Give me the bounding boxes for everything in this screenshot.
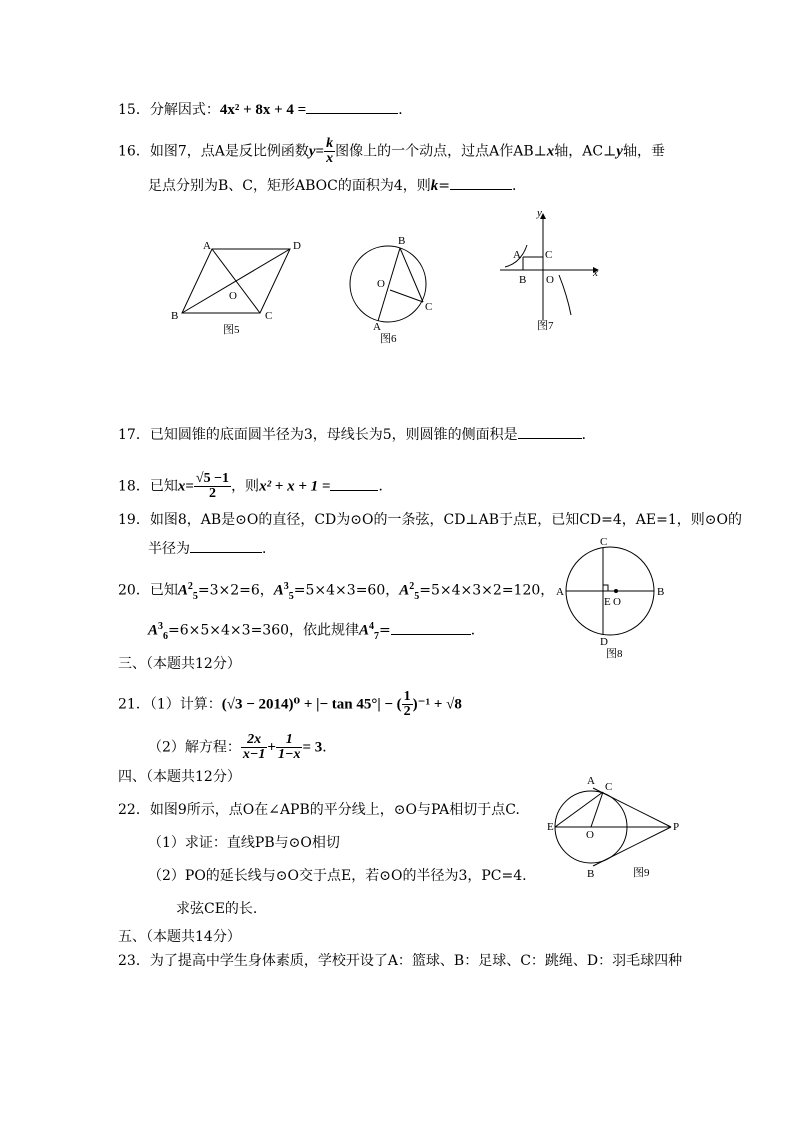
subscript: 5: [192, 590, 198, 602]
question-16: [118, 137, 665, 166]
label-y: y: [537, 207, 542, 219]
math-operator: =: [438, 178, 450, 194]
label-c: C: [605, 781, 613, 793]
label-c: C: [425, 301, 433, 313]
fraction-numerator: √5 −1: [195, 471, 230, 486]
question-number: 20．: [118, 582, 150, 599]
label-a: A: [513, 249, 521, 261]
label-c: C: [265, 310, 273, 322]
right-angle-mark: [603, 585, 608, 591]
chord-ce: [555, 792, 603, 827]
question-15: [118, 99, 412, 120]
math-expression: (√3 − 2014)⁰ + |− tan 45°| − (: [221, 696, 402, 713]
superscript: 4: [369, 621, 375, 632]
tangent-pb: [593, 827, 671, 866]
question-16-line-2: [148, 175, 526, 196]
center-point: [614, 589, 618, 593]
label-b: B: [587, 868, 595, 880]
question-text: 分解因式：: [149, 102, 220, 118]
question-number: 19．: [118, 512, 150, 528]
question-text: 半径为: [148, 541, 190, 557]
question-text: （2）解方程：: [148, 739, 241, 756]
math-symbol: A: [359, 622, 370, 639]
fraction-denominator: x: [326, 151, 334, 166]
radius-oc: [591, 792, 603, 827]
question-number: 16．: [118, 143, 150, 160]
figure-caption: 图9: [633, 867, 650, 879]
punctuation: ．: [398, 102, 413, 118]
question-text: 为了提高中学生身体素质，学校开设了A：篮球、B：足球、C：跳绳、D：羽毛球四种: [149, 953, 683, 969]
question-number: 23．: [118, 953, 150, 969]
question-text: 已知圆锥的底面圆半径为3，母线长为5，则圆锥的侧面积是: [149, 427, 518, 443]
fraction-numerator: 1: [276, 733, 302, 748]
question-text: 图像上的一个动点，过点A作AB⊥: [335, 143, 547, 160]
label-c: C: [600, 536, 608, 548]
fraction: [194, 472, 231, 501]
question-text: 如图9所示，点O在∠APB的平分线上，⊙O与PA相切于点C.: [149, 802, 520, 818]
answer-blank: [391, 620, 471, 635]
math-variable: y: [308, 143, 316, 160]
math-variable: y: [616, 143, 623, 160]
math-operator: =: [185, 478, 194, 495]
question-20-line-2: [148, 617, 485, 643]
fraction: [324, 137, 335, 166]
question-21: [118, 690, 462, 719]
question-22-part-3: 求弦CE的长.: [176, 901, 258, 917]
math-expression: 4x² + 8x + 4 =: [219, 102, 307, 118]
tangent-pa: [593, 788, 671, 827]
label-b: B: [398, 235, 406, 247]
answer-blank: [330, 476, 378, 491]
figure-7-coordinate: [495, 205, 605, 330]
label-b: B: [171, 310, 179, 322]
punctuation: ．: [581, 427, 596, 443]
label-a: A: [587, 775, 595, 787]
section-4-heading: 四、（本题共12分）: [118, 769, 241, 785]
question-text: ，则: [231, 478, 260, 495]
math-operator: +: [267, 739, 276, 756]
question-text: （1）计算：: [149, 696, 222, 713]
label-d: D: [293, 240, 301, 252]
fraction: [402, 690, 413, 719]
answer-blank: [306, 99, 398, 114]
section-3-heading: 三、（本题共12分）: [118, 656, 241, 672]
question-18: [118, 472, 392, 501]
figure-6-circle: [345, 232, 445, 347]
answer-blank: [518, 424, 582, 439]
question-19: [118, 510, 742, 530]
question-text: 已知: [149, 478, 178, 495]
question-number: 17．: [118, 427, 150, 443]
question-22-part-1: （1）求证：直线PB与⊙O相切: [148, 835, 340, 851]
question-number: 18．: [118, 478, 150, 495]
hyperbola-branch-4: [559, 275, 571, 315]
subscript: 6: [163, 630, 169, 642]
question-text: =6×5×4×3=360，依此规律: [168, 622, 360, 639]
question-number: 21．: [118, 696, 150, 713]
subscript: 5: [288, 590, 294, 602]
question-17: [118, 424, 596, 445]
question-19-line-2: [148, 538, 276, 559]
fraction-numerator: 2x: [241, 733, 267, 748]
label-o: O: [229, 290, 237, 302]
answer-blank: [190, 538, 262, 553]
math-symbol: A: [148, 622, 159, 639]
question-22-part-2: （2）PO的延长线与⊙O交于点E，若⊙O的半径为3，PC=4.: [148, 868, 527, 884]
question-text: 轴，垂: [622, 143, 665, 160]
segment-oc: [390, 290, 423, 302]
question-text: 如图8，AB是⊙O的直径，CD为⊙O的一条弦，CD⊥AB于点E，已知CD=4，AE=1，则⊙O的: [149, 512, 742, 528]
math-variable: k: [430, 178, 439, 194]
figure-5-parallelogram: [165, 235, 315, 345]
label-e: E: [547, 821, 554, 833]
label-c: C: [545, 249, 553, 261]
figure-caption: 图7: [537, 320, 554, 332]
question-text: =3×2=6，: [197, 582, 274, 599]
label-a: A: [556, 586, 564, 598]
superscript: 3: [158, 621, 164, 632]
question-23: [118, 951, 682, 971]
question-21-part-2: [148, 733, 336, 762]
label-d: D: [600, 636, 608, 648]
question-text: =5×4×3×2=120，: [419, 582, 555, 599]
answer-blank: [450, 175, 512, 190]
chord-bc: [400, 248, 423, 302]
label-x: x: [593, 267, 598, 279]
question-number: 15．: [118, 102, 150, 118]
fraction-denominator: 1−x: [277, 747, 301, 762]
punctuation: ．: [512, 178, 526, 194]
math-variable: x: [546, 143, 555, 160]
subscript: 5: [414, 590, 420, 602]
punctuation: ．: [470, 622, 485, 639]
figure-caption: 图5: [223, 324, 240, 336]
question-text: 已知: [149, 582, 178, 599]
label-o: O: [586, 829, 594, 841]
diagonal-bd: [182, 249, 290, 313]
fraction: [276, 733, 302, 762]
punctuation: ．: [262, 541, 276, 557]
label-o: O: [377, 278, 385, 290]
question-number: 22．: [118, 802, 150, 818]
superscript: 2: [187, 581, 193, 592]
figure-9-tangent: [545, 770, 690, 880]
question-text: 轴，AC⊥: [554, 143, 617, 160]
superscript: 3: [283, 581, 289, 592]
punctuation: ．: [322, 739, 337, 756]
fraction-denominator: x−1: [242, 747, 266, 762]
punctuation: ．: [378, 478, 393, 495]
math-variable: x: [177, 478, 186, 495]
section-5-heading: 五、（本题共14分）: [118, 929, 241, 945]
label-o: O: [613, 596, 621, 608]
label-o: O: [546, 274, 554, 286]
label-e: E: [604, 596, 611, 608]
label-b: B: [657, 586, 665, 598]
superscript: 2: [409, 581, 415, 592]
fraction-denominator: 2: [208, 486, 216, 501]
label-p: P: [673, 821, 680, 833]
math-expression: )⁻¹ + √8: [412, 696, 462, 713]
math-expression: = 3: [302, 739, 323, 756]
figure-8-circle: [556, 535, 677, 660]
math-symbol: A: [177, 582, 188, 599]
math-expression: x² + x + 1 =: [259, 478, 331, 495]
question-22: [118, 800, 520, 820]
fraction-denominator: 2: [403, 704, 411, 719]
figure-caption: 图6: [380, 333, 397, 345]
figure-caption: 图8: [606, 648, 623, 660]
fraction-numerator: k: [326, 136, 334, 151]
label-b: B: [519, 274, 527, 286]
question-text: =5×4×3=60，: [293, 582, 400, 599]
math-symbol: A: [273, 582, 284, 599]
question-20: [118, 577, 554, 603]
fraction-numerator: 1: [403, 689, 411, 704]
math-operator: =: [315, 143, 325, 160]
subscript: 7: [374, 630, 380, 642]
math-operator: =: [379, 622, 391, 639]
circle-shape: [350, 246, 426, 322]
label-a: A: [373, 321, 381, 333]
label-a: A: [203, 240, 211, 252]
question-text: 如图7，点A是反比例函数: [149, 143, 309, 160]
question-text: 足点分别为B、C，矩形ABOC的面积为4，则: [148, 178, 431, 194]
math-symbol: A: [399, 582, 410, 599]
fraction: [241, 733, 267, 762]
